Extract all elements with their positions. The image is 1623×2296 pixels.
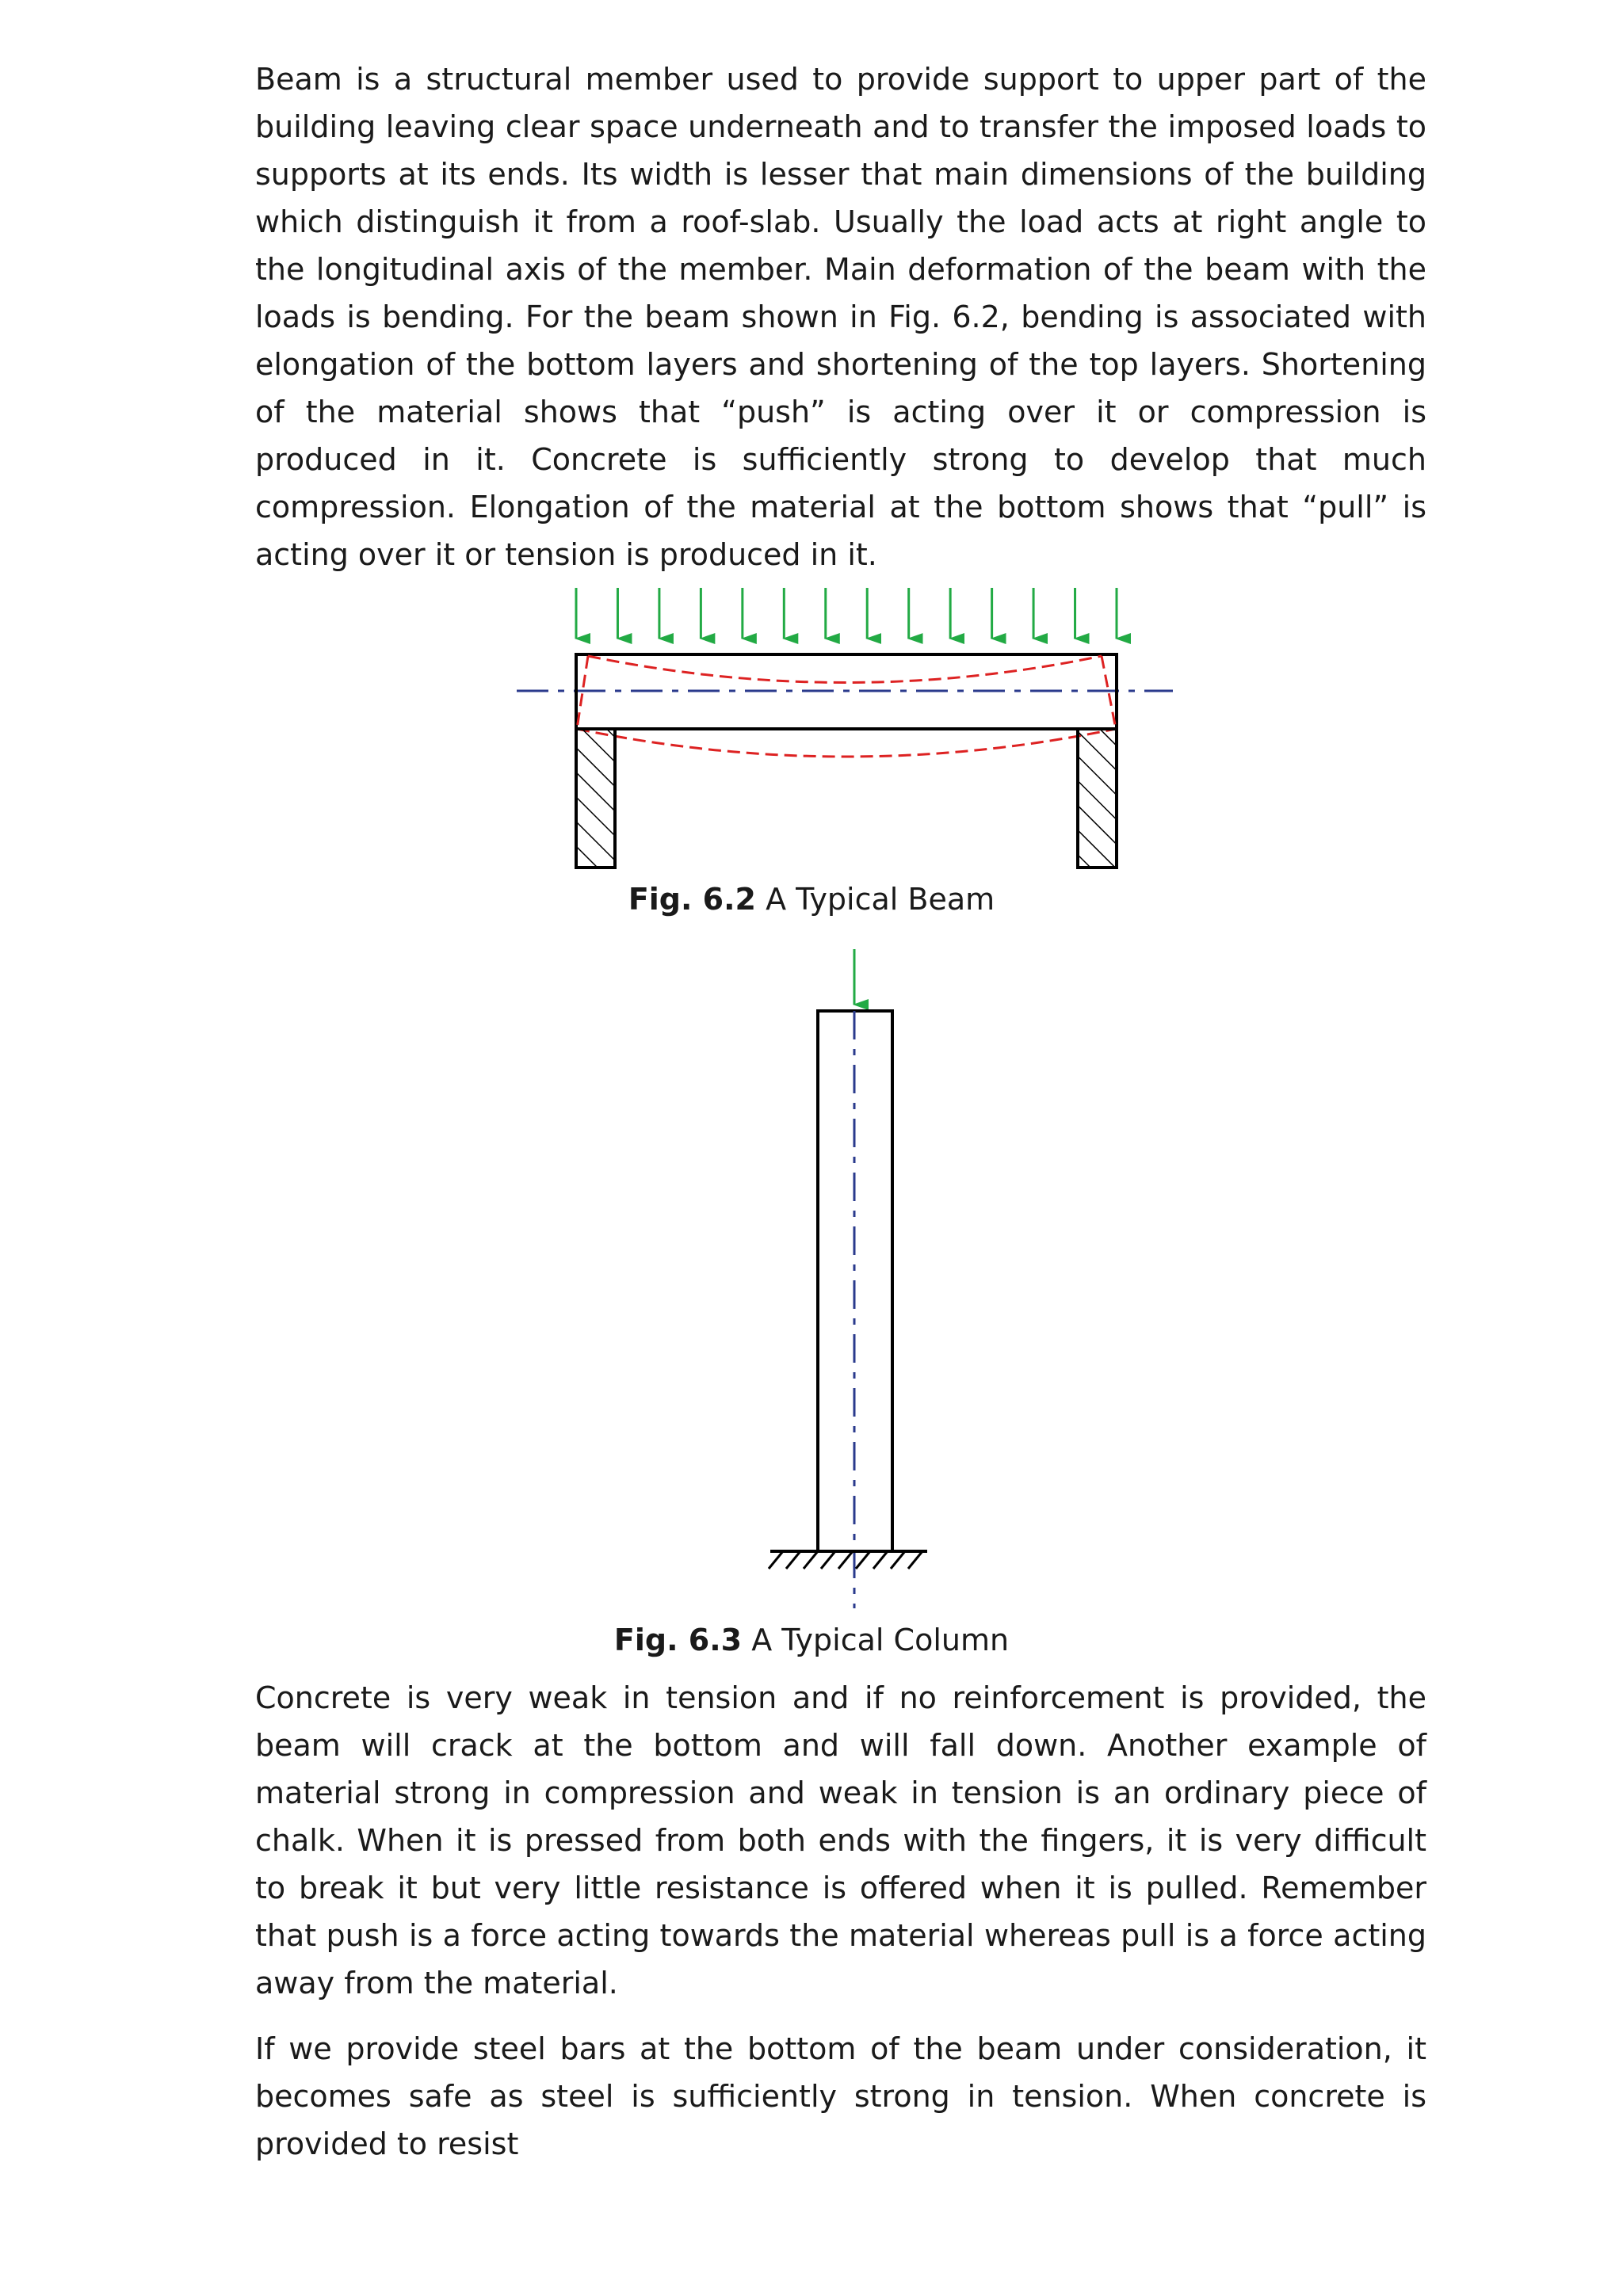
caption-fig-6-3 (0, 1620, 1623, 1660)
caption-title: A Typical Beam (766, 882, 995, 917)
caption-title: A Typical Column (751, 1623, 1010, 1657)
paragraph-steel-bars: If we provide steel bars at the bottom of the beam under consideration, it becomes safe as steel is sufficiently strong in tension. When concrete is provided to resist (255, 2031, 1426, 2161)
beam-load-arrows (576, 588, 1117, 639)
caption-label: Fig. 6.2 (628, 882, 756, 917)
beam-right-support (1078, 729, 1117, 868)
caption-fig-6-2 (0, 879, 1623, 919)
beam-left-support (576, 729, 615, 868)
column-fixed-support (769, 1551, 927, 1569)
paragraph-beam-description: Beam is a structural member used to provide support to upper part of the building leaving clear space underneath and to transfer the imposed loads to supports at its ends. Its width is lesser that main dimensions of the building which distinguish it from a roof-slab. Usually the load acts at right angle to the longitudinal axis of the member. Main deformation of the beam with the loads is bending. For the beam shown in Fig. 6.2, bending is associated with elongation of the bottom layers and shortening of the top layers. Shortening of the material shows that “push” is acting over it or compression is produced in it. Concrete is sufficiently strong to develop that much compression. Elongation of the material at the bottom shows that “pull” is acting over it or tension is produced in it. (255, 62, 1426, 572)
caption-label: Fig. 6.3 (613, 1623, 743, 1657)
paragraph-concrete-tension: Concrete is very weak in tension and if no reinforcement is provided, the beam will crack at the bottom and will fall down. Another example of material strong in compression and weak in tension is an ordinary piece of chalk. When it is pressed from both ends with the fingers, it is very difficult to break it but very little resistance is offered when it is pulled. Remember that push is a force acting towards the material whereas pull is a force acting away from the material. (255, 1680, 1426, 2000)
beam-deflected-shape (577, 656, 1116, 757)
figure-typical-column (769, 949, 927, 1608)
